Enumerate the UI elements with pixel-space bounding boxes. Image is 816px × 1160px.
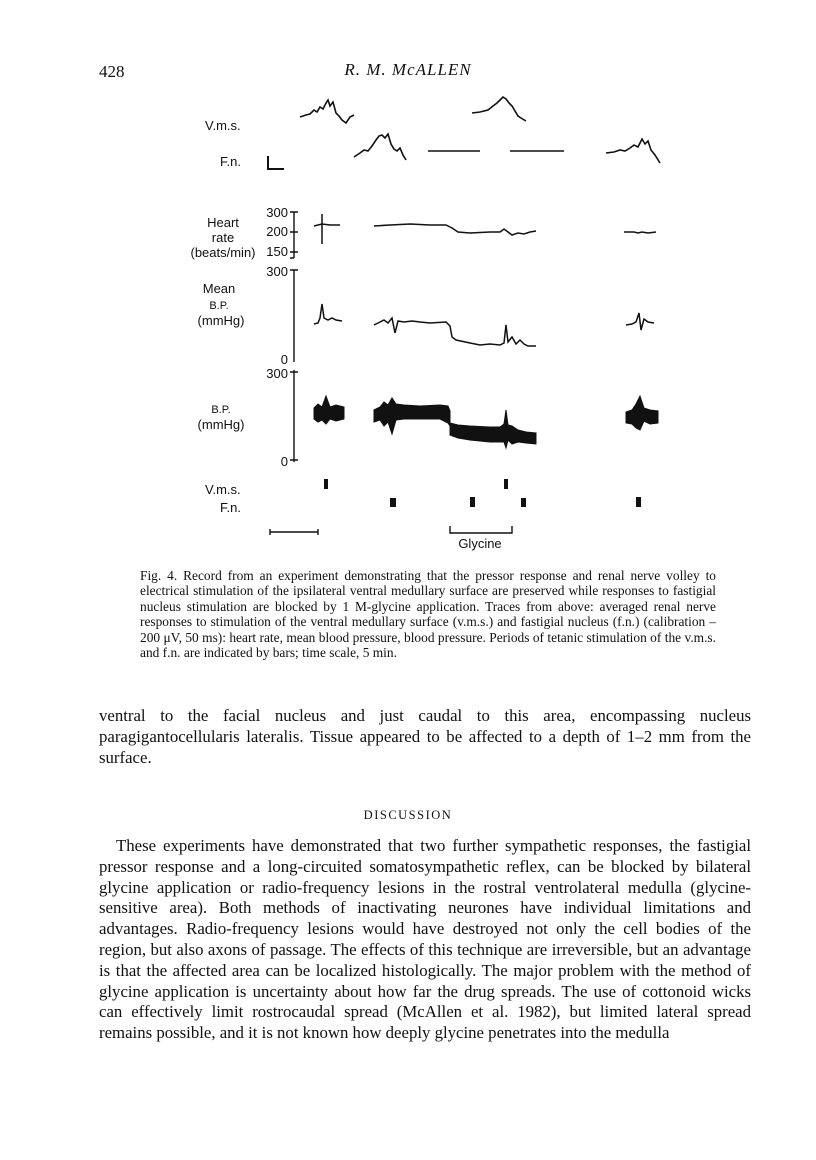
- bp-trace-2a: [374, 398, 450, 434]
- fn-stim-bar-4: [636, 497, 641, 507]
- glycine-label: Glycine: [458, 536, 502, 551]
- bp-tick-300: 300: [266, 366, 288, 381]
- heart-rate-trace-3: [624, 232, 656, 233]
- paragraph-2-text: These experiments have demonstrated that two further sympathetic responses, the fastigial pressor response and a long-circuited somatosympathetic reflex, can be blocked by bilateral glycine application or radio-frequency lesions in the rostral ventrolateral medulla (glycine-sensitive area). Both methods of inactivating neurones have individual limitations and advantages. Radio-frequency lesions would have destroyed not only the cell bodies of the region, but also axons of passage. The effects of this technique are irreversible, but an advantage is that the affected area can be localized histologically. The major problem with the method of glycine application is uncertainty about how far the drug spreads. The use of cottonoid wicks can effectively limit rostrocaudal spread (McAllen et al. 1982), but limited lateral spread remains possible, and it is not known how deeply glycine penetrates into the medulla: [99, 836, 751, 1043]
- fn-response-trace-4: [606, 139, 660, 163]
- label-vms-top: V.m.s.: [205, 118, 241, 133]
- mean-bp-tick-300: 300: [266, 264, 288, 279]
- vms-stim-bar-1: [324, 479, 328, 489]
- fn-stim-bar-2: [470, 497, 475, 507]
- fn-stim-bar-3: [521, 498, 526, 507]
- heart-rate-trace-1: [314, 214, 340, 244]
- mean-bp-trace-2: [374, 318, 536, 346]
- figure-caption: [140, 568, 716, 660]
- bp-trace-1: [314, 396, 344, 424]
- section-title-discussion: DISCUSSION: [363, 808, 453, 822]
- label-vms-bottom: V.m.s.: [205, 482, 241, 497]
- bp-axis: [290, 370, 298, 462]
- label-mean-bp-2: B.P.: [209, 300, 229, 312]
- body-paragraph-2: [99, 836, 751, 1044]
- calibration-bar: [268, 156, 284, 169]
- hr-tick-200: 200: [266, 224, 288, 239]
- hr-tick-300: 300: [266, 205, 288, 220]
- paragraph-1-text: ventral to the facial nucleus and just caudal to this area, encompassing nucleus paragigantocellularis lateralis. Tissue appeared to be affected to a depth of 1–2 mm from the surface.: [99, 706, 751, 767]
- hr-tick-150: 150: [266, 244, 288, 259]
- vms-response-trace-1: [300, 100, 354, 123]
- glycine-bracket: [450, 526, 512, 533]
- vms-stim-bar-2: [504, 479, 508, 489]
- fn-response-trace-1: [354, 134, 406, 160]
- label-heart-rate-2: rate: [211, 230, 235, 245]
- label-fn-bottom: F.n.: [220, 500, 241, 515]
- body-paragraph-1: [99, 706, 751, 768]
- mean-bp-trace-1: [314, 304, 342, 324]
- label-heart-rate-3: (beats/min): [190, 245, 256, 260]
- running-head-author: R. M. McALLEN: [344, 60, 472, 79]
- page-number: 428: [99, 62, 125, 81]
- label-bp-2: (mmHg): [197, 417, 245, 432]
- label-heart-rate-1: Heart: [207, 215, 239, 230]
- fn-stim-bar-1: [390, 498, 396, 507]
- bp-trace-2b: [450, 410, 536, 448]
- label-mean-bp-3: (mmHg): [197, 313, 245, 328]
- hr-axis: [290, 212, 298, 258]
- vms-response-trace-2: [472, 97, 526, 121]
- time-scale-bar: [270, 529, 318, 535]
- figure-4: [0, 0, 816, 560]
- bp-tick-0: 0: [280, 454, 288, 469]
- heart-rate-trace-2: [374, 224, 536, 235]
- label-mean-bp-1: Mean: [202, 281, 236, 296]
- label-bp-1: B.P.: [211, 404, 231, 416]
- mean-bp-tick-0: 0: [280, 352, 288, 367]
- label-fn-top: F.n.: [220, 154, 241, 169]
- mean-bp-trace-3: [626, 313, 654, 330]
- mean-bp-axis: [290, 270, 298, 362]
- bp-trace-3: [626, 396, 658, 430]
- caption-text: Fig. 4. Record from an experiment demonstrating that the pressor response and renal nerve volley to electrical stimulation of the ipsilateral ventral medullary surface are preserved while responses to fastigial nucleus stimulation are blocked by 1 M-glycine application. Traces from above: averaged renal nerve responses to stimulation of the ventral medullary surface (v.m.s.) and fastigial nucleus (f.n.) (calibration – 200 μV, 50 ms): heart rate, mean blood pressure, blood pressure. Periods of tetanic stimulation of the v.m.s. and f.n. are indicated by bars; time scale, 5 min.: [140, 568, 716, 661]
